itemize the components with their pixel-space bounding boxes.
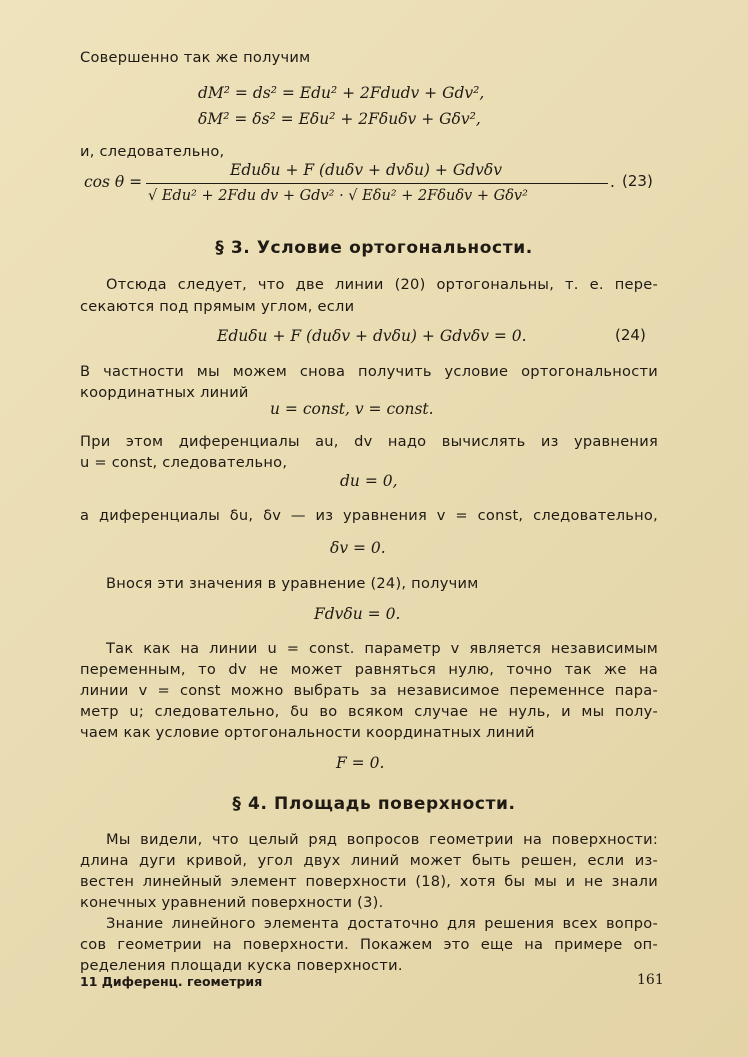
paragraph-line: конечных уравнений поверхности (3). (80, 894, 384, 911)
cos-lhs: cos θ = (84, 173, 143, 191)
paragraph-line: ределения площади куска поверхности. (80, 957, 403, 974)
formula-delta-s: δM² = δs² = Eδu² + 2Fδuδv + Gδv², (198, 110, 481, 128)
fraction-bar (146, 183, 608, 184)
paragraph-line: координатных линий (80, 384, 249, 401)
formula-const: u = const, v = const. (270, 400, 434, 418)
formula-dv: δv = 0. (330, 539, 386, 557)
paragraph-line: При этом диференциалы au, dv надо вычислять из уравнения (80, 433, 658, 450)
equation-number-24: (24) (615, 326, 646, 344)
page-number: 161 (637, 972, 664, 988)
formula-F: F = 0. (336, 754, 385, 772)
cos-denominator: √ Edu² + 2Fdu dv + Gdv² · √ Eδu² + 2Fδuδv + Gδv² (148, 188, 528, 204)
signature-mark: 11 Диференц. геометрия (80, 974, 263, 989)
text-line: Совершенно так же получим (80, 49, 311, 66)
formula-24: Eduδu + F (duδv + dvδu) + Gdvδv = 0. (217, 327, 527, 345)
paragraph-line: Так как на линии u = const. параметр v является независимым (106, 640, 658, 657)
formula-du: du = 0, (340, 472, 398, 490)
paragraph-line: В частности мы можем снова получить условие ортогональности (80, 363, 658, 380)
text-line: и, следовательно, (80, 143, 225, 160)
cos-numerator: Eduδu + F (duδv + dvδu) + Gdvδv (230, 161, 502, 179)
paragraph-line: Внося эти значения в уравнение (24), получим (106, 575, 479, 592)
paragraph-line: переменным, то dv не может равняться нулю, точно так же на (80, 661, 658, 678)
paragraph-line: а диференциалы δu, δv — из уравнения v = const, следовательно, (80, 507, 658, 524)
paragraph-line: Знание линейного элемента достаточно для решения всех вопро- (106, 915, 658, 932)
paragraph-line: чаем как условие ортогональности координатных линий (80, 724, 535, 741)
paragraph-line: сов геометрии на поверхности. Покажем это еще на примере оп- (80, 936, 658, 953)
formula-fdv: Fdvδu = 0. (314, 605, 401, 623)
paragraph-line: линии v = const можно выбрать за независимое переменнсе пара- (80, 682, 658, 699)
section-heading-4: § 4. Площадь поверхности. (232, 794, 516, 814)
cos-tail: . (610, 173, 615, 191)
formula-ds: dM² = ds² = Edu² + 2Fdudv + Gdv², (198, 84, 485, 102)
paragraph-line: секаются под прямым углом, если (80, 298, 355, 315)
section-heading-3: § 3. Условие ортогональности. (215, 238, 533, 258)
paragraph-line: метр u; следовательно, δu во всяком случае не нуль, и мы полу- (80, 703, 658, 720)
paragraph-line: вестен линейный элемент поверхности (18), хотя бы мы и не знали (80, 873, 658, 890)
paragraph-line: длина дуги кривой, угол двух линий может быть решен, если из- (80, 852, 658, 869)
paragraph-line: Мы видели, что целый ряд вопросов геометрии на поверхности: (106, 831, 658, 848)
paragraph-line: u = const, следовательно, (80, 454, 288, 471)
equation-number-23: (23) (622, 172, 653, 190)
paragraph-line: Отсюда следует, что две линии (20) ортогональны, т. е. пере- (106, 276, 658, 293)
